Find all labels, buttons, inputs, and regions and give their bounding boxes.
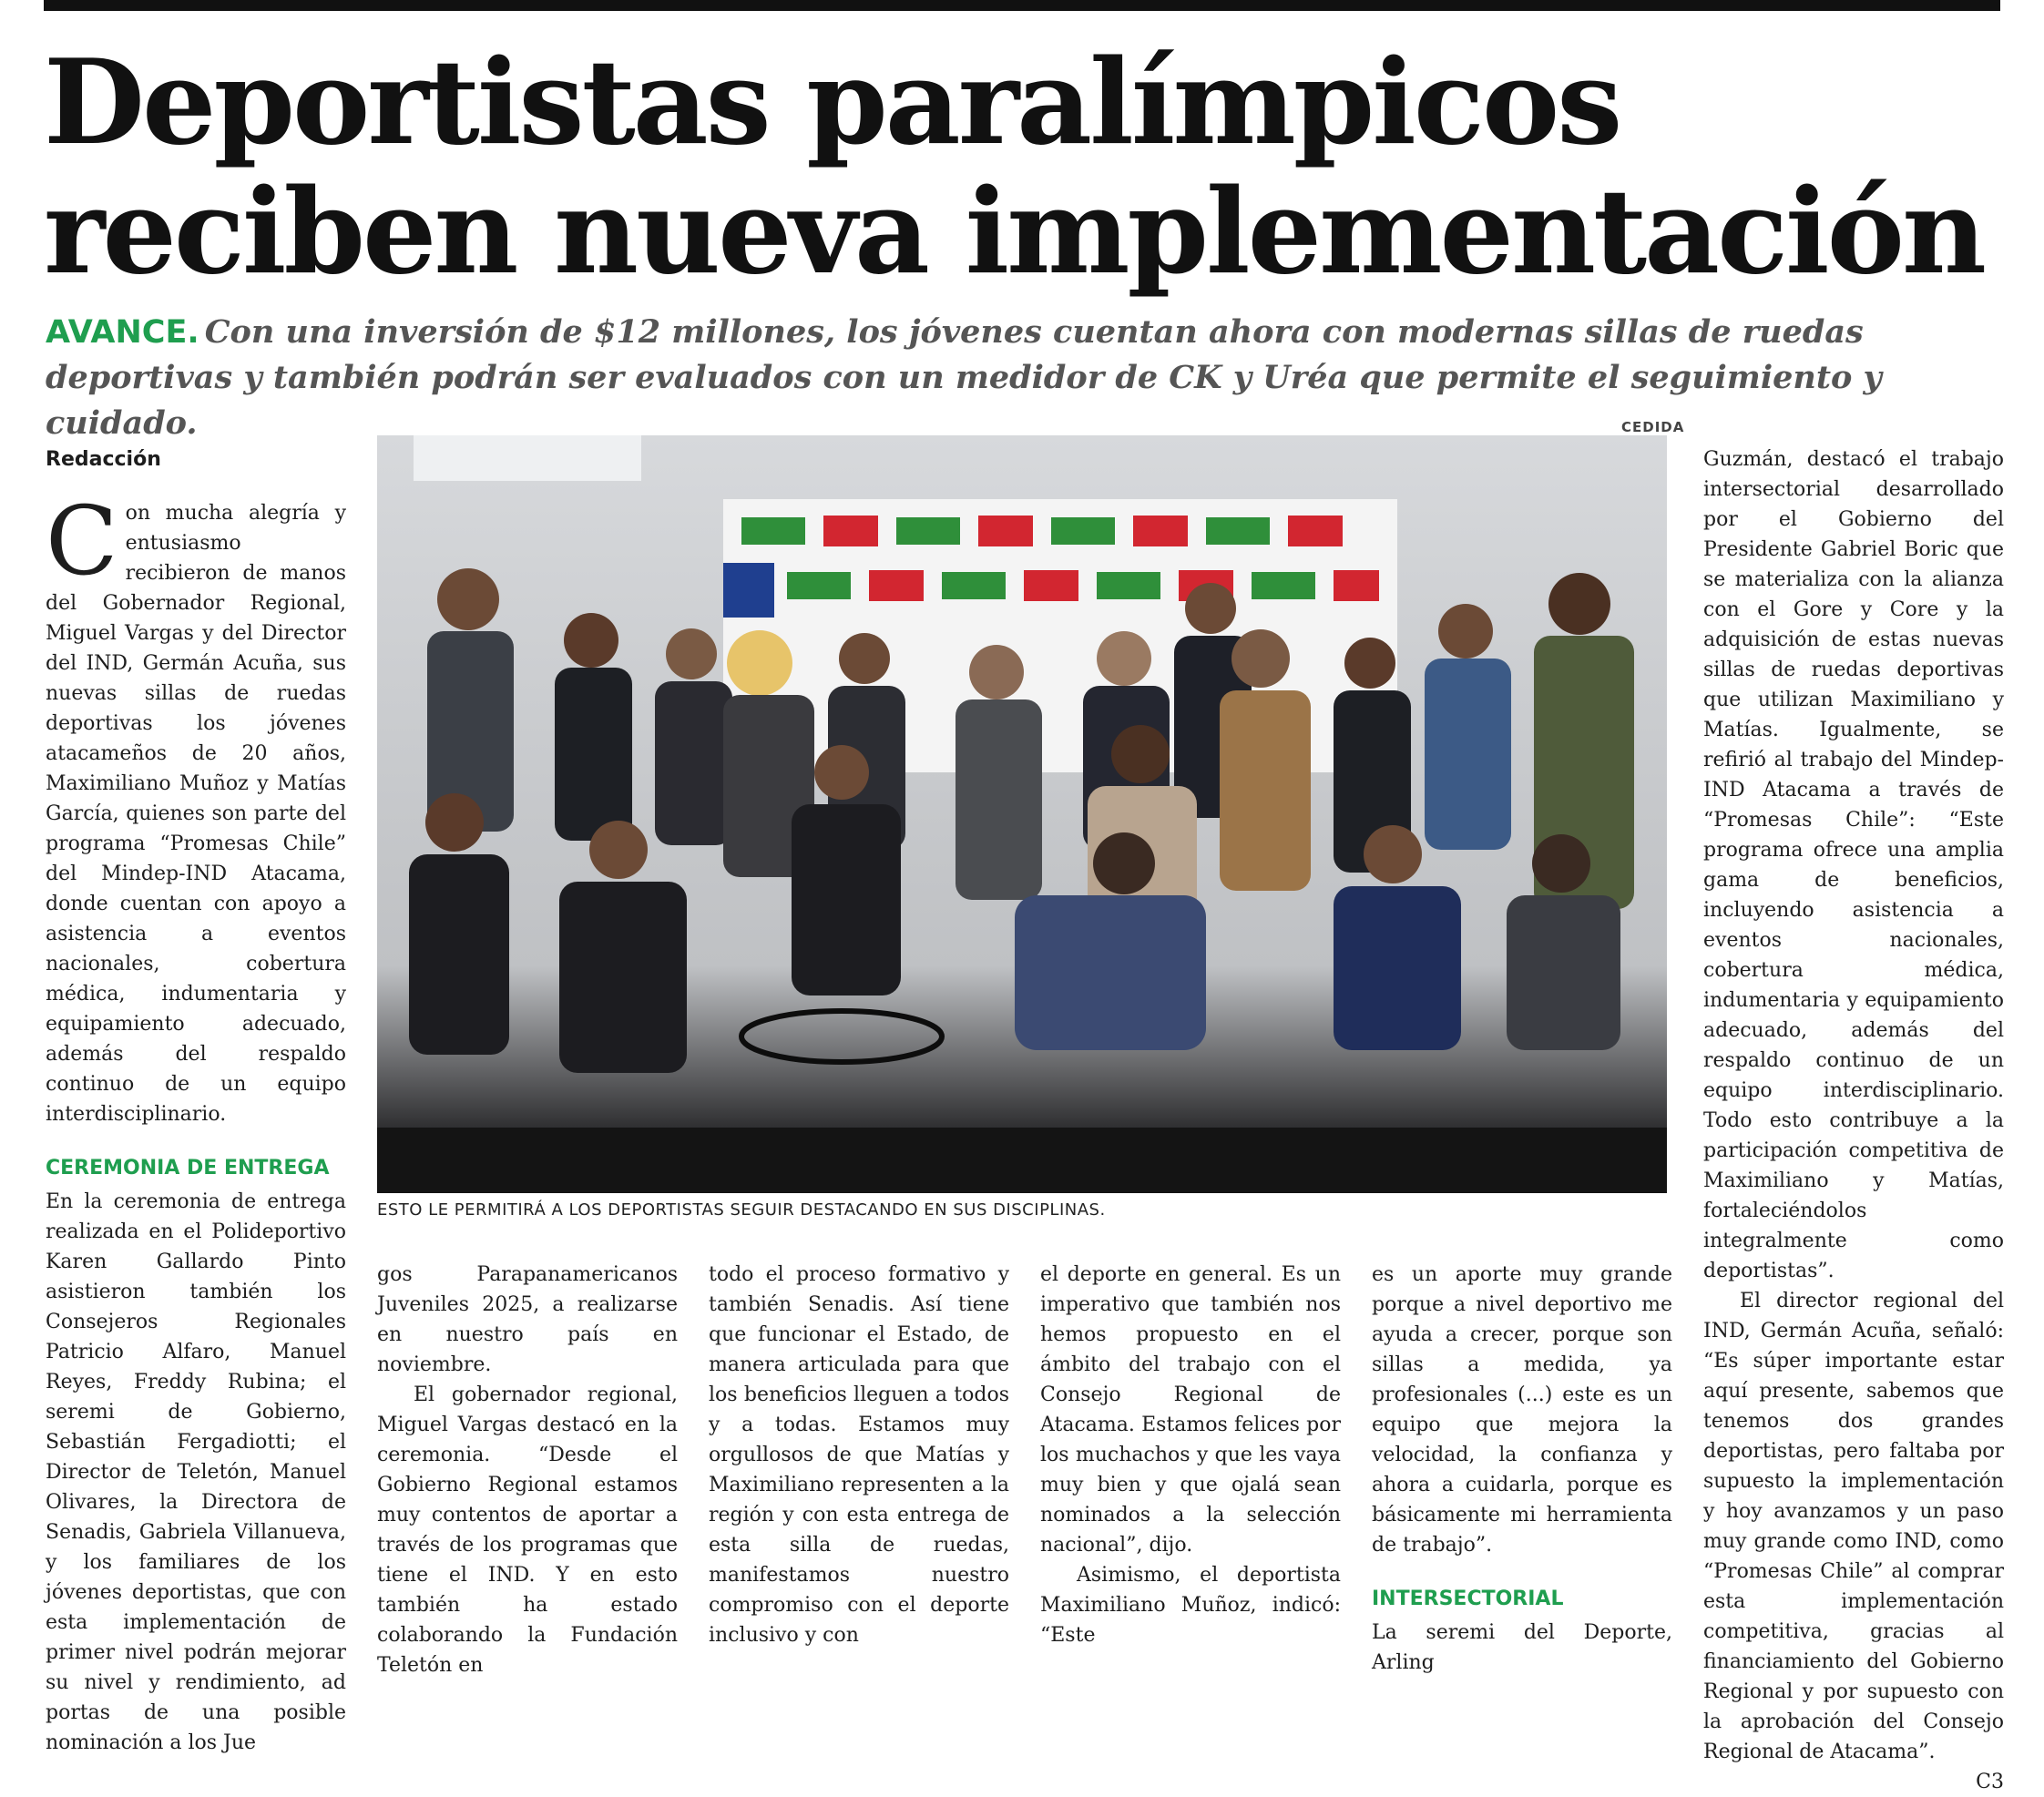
subhead-ceremonia: CEREMONIA DE ENTREGA [46,1157,330,1179]
paragraph-guzman: Guzmán, destacó el trabajo intersectorial desarrollado por el Gobierno del Presidente Gabriel Boric que se materializa con la alianza con el Gore y Core y la adquisición de estas nuevas sillas de ruedas deportivas que utilizan Maximiliano y Matías. Igualmente, se refirió al trabajo del Mindep-IND Atacama a través de “Promesas Chile”: “Este programa ofrece una amplia gama de beneficios, incluyendo asistencia a eventos nacionales, cobertura médica, indumentaria y equipamiento adecuado, además del respaldo continuo de un equipo interdisciplinario. Todo esto contribuye a la participación competitiva de Maximiliano y Matías, fortaleciéndolos integralmente como deportistas”. [1703,448,2004,1282]
article-column-3 [709,1260,1009,1650]
top-rule [44,0,2000,11]
subhead-intersectorial: INTERSECTORIAL [1372,1588,1564,1610]
lead-text: Con una inversión de $12 millones, los jóvenes cuentan ahora con modernas sillas de ruedas deportivas y también podrán ser evaluados con un medidor de CK y Uréa que permite el seguimiento y cuidado. [46,313,1882,442]
photo-credit: CEDIDA [1621,419,1685,435]
paragraph-ceremonia: En la ceremonia de entrega realizada en el Polideportivo Karen Gallardo Pinto asistieron también los Consejeros Regionales Patricio Alfaro, Manuel Reyes, Freddy Rubina; el seremi de Gobierno, Sebastián Fergadiotti; el Director de Teletón, Manuel Olivares, la Directora de Senadis, Gabriela Villanueva, y los familiares de los jóvenes deportistas, que con esta implementación de primer nivel podrán mejorar su nivel y rendimiento, ad portas de una posible nominación a los Jue [46,1190,346,1754]
paragraph-gobernador: El gobernador regional, Miguel Vargas destacó en la ceremonia. “Desde el Gobierno Regional estamos muy contentos de aportar a través de los programas que tiene el IND. Y en esto también ha estado colaborando la Fundación Teletón en [377,1383,678,1677]
group-photo [377,435,1667,1193]
paragraph-aporte: es un aporte muy grande porque a nivel deportivo me ayuda a crecer, porque son sillas a medida, ya profesionales (...) este es un equipo que mejora la velocidad, la confianza y ahora a cuidarla, porque es básicamente mi herramienta de trabajo”. [1372,1263,1672,1557]
paragraph-juegos: gos Parapanamericanos Juveniles 2025, a realizarse en nuestro país en noviembre. [377,1263,678,1376]
drop-cap: C [46,485,118,597]
byline: Redacción [46,448,161,471]
air-conditioner [414,435,641,481]
article-column-5 [1372,1260,1672,1678]
stage-floor [377,1128,1667,1193]
article-column-1 [46,444,346,1758]
paragraph-maximiliano: Asimismo, el deportista Maximiliano Muñoz, indicó: “Este [1040,1564,1341,1647]
article-column-6 [1703,444,2004,1797]
end-mark: C3 [1976,1771,2004,1793]
paragraph-intro: Con mucha alegría y entusiasmo recibieron de manos del Gobernador Regional, Miguel Vargas y del Director del IND, Germán Acuña, sus nuevas sillas de ruedas deportivas los jóvenes atacameños de 20 años, Maximiliano Muñoz y Matías García, quienes son parte del programa “Promesas Chile” del Mindep-IND Atacama, donde cuentan con apoyo a asistencia a eventos nacionales, cobertura médica, indumentaria y equipamiento adecuado, además del respaldo continuo de un equipo interdisciplinario. [46,485,346,1126]
lead-paragraph [46,310,2004,446]
photo-caption: ESTO LE PERMITIRÁ A LOS DEPORTISTAS SEGUIR DESTACANDO EN SUS DISCIPLINAS. [377,1200,1106,1220]
paragraph-seremi: La seremi del Deporte, Arling [1372,1621,1672,1674]
photo-illustration [377,435,1667,1193]
paragraph-acuna: El director regional del IND, Germán Acuña, señaló: “Es súper importante estar aquí presente, sabemos que tenemos dos grandes deportistas, pero faltaba por supuesto la implementación y hoy avanzamos y un paso muy grande como IND, como “Promesas Chile” al comprar esta implementación competitiva, gracias al financiamiento del Gobierno Regional y por supuesto con la aprobación del Consejo Regional de Atacama”. [1703,1290,2004,1763]
lead-kicker: AVANCE. [46,314,199,351]
article-column-4 [1040,1260,1341,1650]
paragraph-senadis: todo el proceso formativo y también Senadis. Así tiene que funcionar el Estado, de manera articulada para que los beneficios lleguen a todos y a todas. Estamos muy orgullosos de que Matías y Maximiliano representen a la región y con esta entrega de esta silla de ruedas, manifestamos nuestro compromiso con el deporte inclusivo y con [709,1263,1009,1647]
article-column-2 [377,1260,678,1680]
headline: Deportistas paralímpicos reciben nueva implementación [44,35,1985,301]
paragraph-deporte-general: el deporte en general. Es un imperativo que también nos hemos propuesto en el ámbito del trabajo con el Consejo Regional de Atacama. Estamos felices por los muchachos y que les vaya muy bien y que ojalá sean nominados a la selección nacional”, dijo. [1040,1263,1341,1557]
